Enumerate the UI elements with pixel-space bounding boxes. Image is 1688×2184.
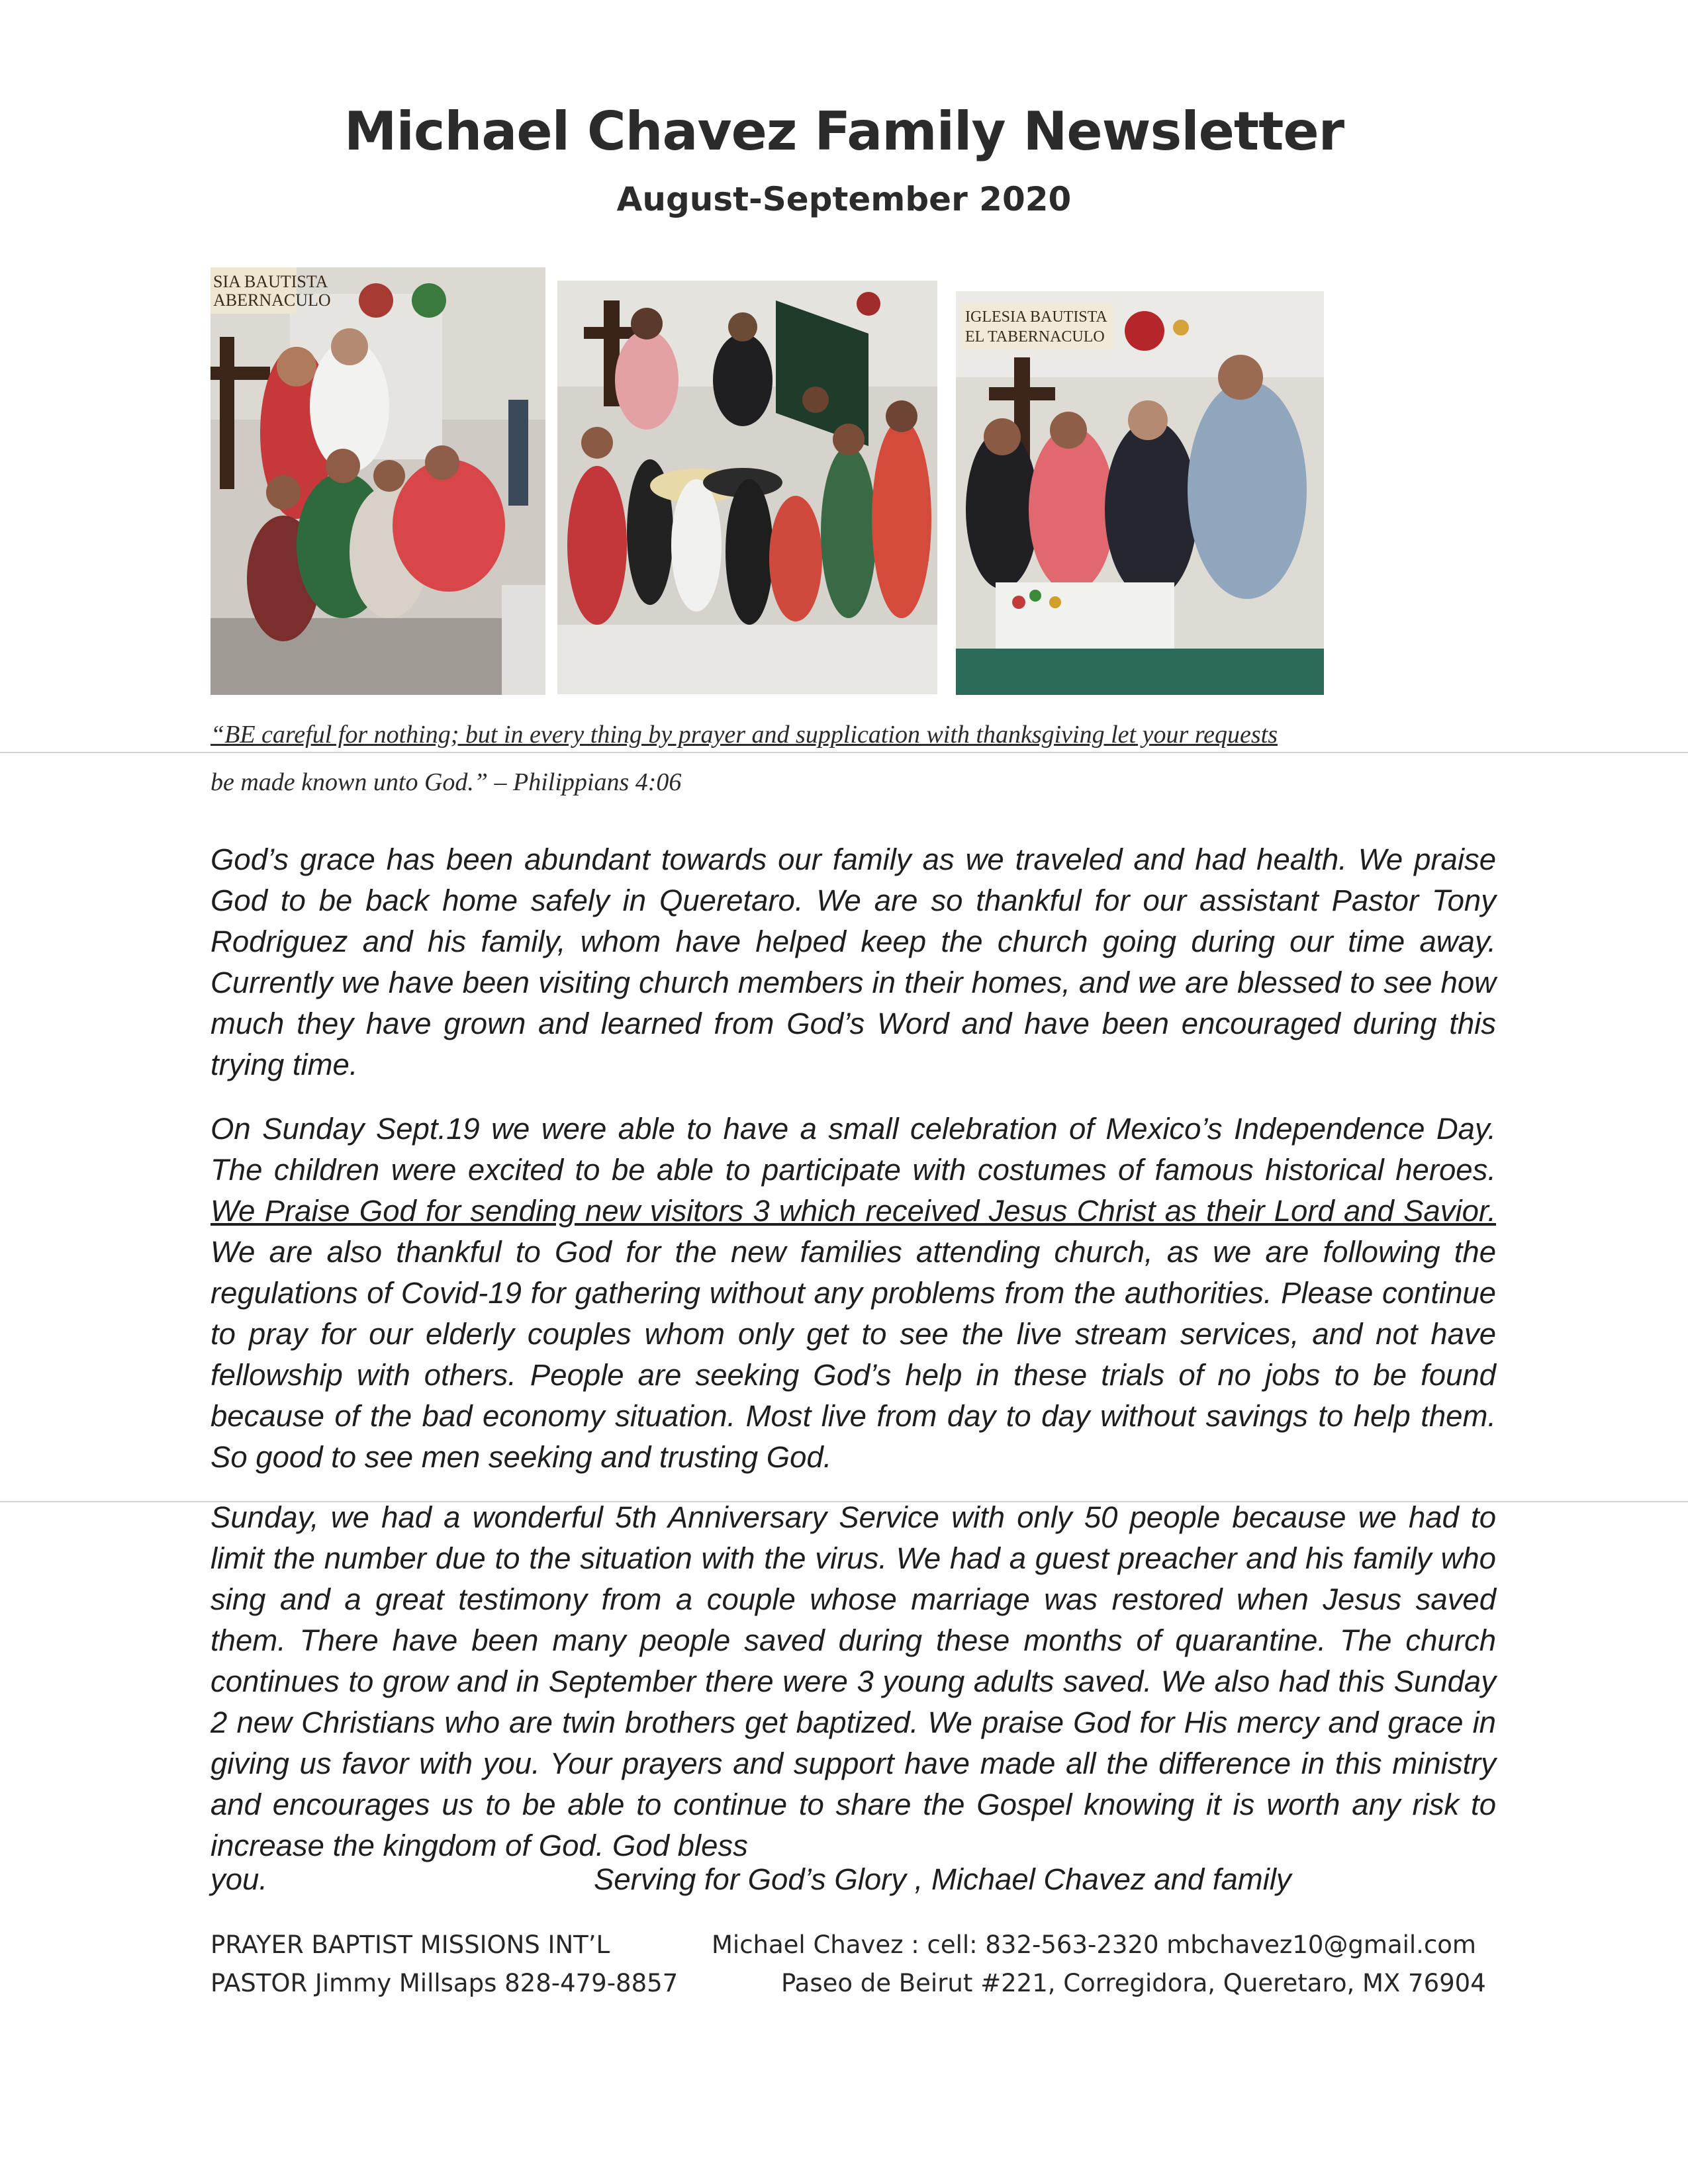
church-sign-text-4: EL TABERNACULO (965, 328, 1105, 345)
footer-organization: PRAYER BAPTIST MISSIONS INT’L (211, 1931, 610, 1959)
footer-contact: Michael Chavez : cell: 832-563-2320 mbchavez10@gmail.com (712, 1931, 1476, 1959)
scripture-verse-line-1: “BE careful for nothing; but in every thing by prayer and supplication with thanksgiving let your requests (211, 721, 1278, 749)
paragraph-independence-day: On Sunday Sept.19 we were able to have a small celebration of Mexico’s Independence Day. The children were excited to be able to participate with costumes of famous historical heroes. We Praise God for sending new visitors 3 which received Jesus Christ as their Lord and Savior. We are also thankful to God for the new families attending church, as we are following the regulations of Covid-19 for gathering without any problems from the authorities. Please continue to pray for our elderly couples whom only get to see the live stream services, and not have fellowship with others. People are seeking God’s help in these trials of no jobs to be found because of the bad economy situation. Most live from day to day without savings to help them. So good to see men seeking and trusting God. (211, 1112, 1496, 1474)
paragraph-grace: God’s grace has been abundant towards our family as we traveled and had health. We praise God to be back home safely in Queretaro. We are so thankful for our assistant Pastor Tony Rodriguez and his family, whom have helped keep the church going during our time away. Currently we have been visiting church members in their homes, and we are blessed to see how much they have grown and learned from God’s Word and have been encouraged during this trying time. (211, 842, 1496, 1081)
photo-children-costumes (211, 267, 545, 695)
footer-pastor: PASTOR Jimmy Millsaps 828-479-8857 (211, 1969, 679, 1997)
footer-address: Paseo de Beirut #221, Corregidora, Queretaro, MX 76904 (781, 1969, 1486, 1997)
church-sign-text-1: SIA BAUTISTA (213, 272, 328, 291)
newsletter-title: Michael Chavez Family Newsletter (344, 101, 1344, 162)
newsletter-date: August-September 2020 (616, 180, 1072, 218)
photo-anniversary-cake (956, 291, 1324, 695)
closing-you: you. (211, 1862, 268, 1896)
photo-group-celebration (557, 281, 937, 694)
paragraph-anniversary: Sunday, we had a wonderful 5th Anniversary Service with only 50 people because we had to limit the number due to the situation with the virus. We had a guest preacher and his family who sing and a great testimony from a couple whose marriage was restored when Jesus saved them. There have been many people saved during these months of quarantine. The church continues to grow and in September there were 3 young adults saved. We also had this Sunday 2 new Christians who are twin brothers get baptized. We praise God for His mercy and grace in giving us favor with you. Your prayers and support have made all the difference in this ministry and encourages us to be able to continue to share the Gospel knowing it is worth any risk to increase the kingdom of God. God bless (211, 1500, 1496, 1862)
fold-line-top (0, 752, 1688, 753)
church-sign-text-3: IGLESIA BAUTISTA (965, 308, 1107, 326)
scripture-verse-line-2: be made known unto God.” – Philippians 4:06 (211, 768, 682, 796)
church-sign-text-2: ABERNACULO (213, 291, 331, 310)
closing-signature: Serving for God’s Glory , Michael Chavez and family (594, 1862, 1291, 1896)
